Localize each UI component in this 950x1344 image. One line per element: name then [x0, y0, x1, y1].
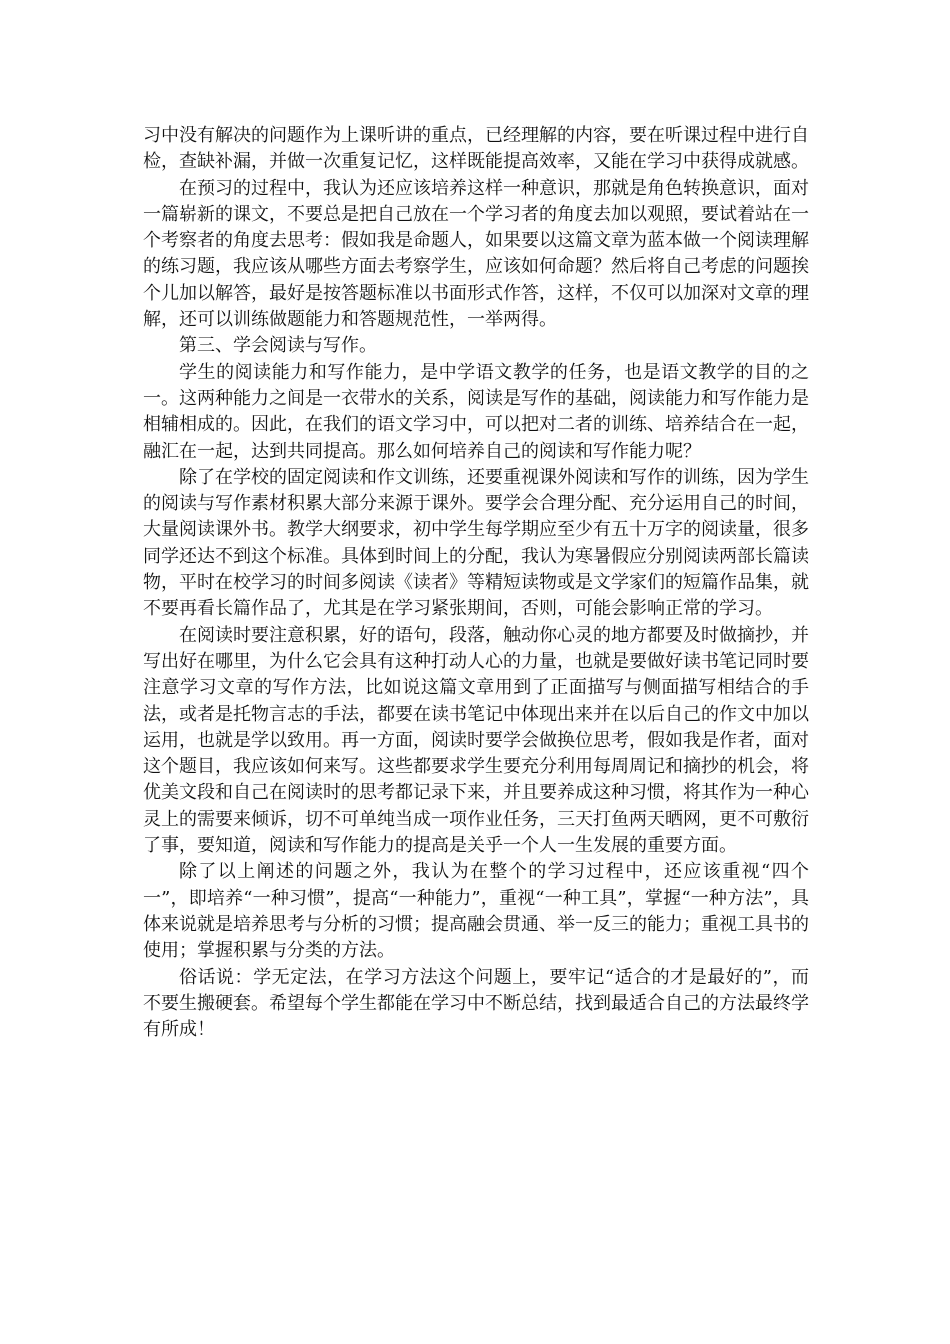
paragraph: 除了在学校的固定阅读和作文训练，还要重视课外阅读和写作的训练，因为学生的阅读与写作素材积累大部分来源于课外。要学会合理分配、充分运用自己的时间，大量阅读课外书。教学大纲要求，初中学生每学期应至少有五十万字的阅读量，很多同学还达不到这个标准。具体到时间上的分配，我认为寒暑假应分别阅读两部长篇读物，平时在校学习的时间多阅读《读者》等精短读物或是文学家们的短篇作品集，就不要再看长篇作品了，尤其是在学习紧张期间，否则，可能会影响正常的学习。: [143, 466, 809, 620]
paragraph: 学生的阅读能力和写作能力，是中学语文教学的任务，也是语文教学的目的之一。这两种能力之间是一衣带水的关系，阅读是写作的基础，阅读能力和写作能力是相辅相成的。因此，在我们的语文学习中，可以把对二者的训练、培养结合在一起，融汇在一起，达到共同提高。那么如何培养自己的阅读和写作能力呢？: [143, 361, 809, 462]
paragraph: 习中没有解决的问题作为上课听讲的重点，已经理解的内容，要在听课过程中进行自检，查缺补漏，并做一次重复记忆，这样既能提高效率，又能在学习中获得成就感。: [143, 125, 809, 173]
paragraph: 在阅读时要注意积累，好的语句，段落，触动你心灵的地方都要及时做摘抄，并写出好在哪里，为什么它会具有这种打动人心的力量，也就是要做好读书笔记同时要注意学习文章的写作方法，比如说这篇文章用到了正面描写与侧面描写相结合的手法，或者是托物言志的手法，都要在读书笔记中体现出来并在以后自己的作文中加以运用，也就是学以致用。再一方面，阅读时要学会做换位思考，假如我是作者，面对这个题目，我应该如何来写。这些都要求学生要充分利用每周周记和摘抄的机会，将优美文段和自己在阅读时的思考都记录下来，并且要养成这种习惯，将其作为一种心灵上的需要来倾诉，切不可单纯当成一项作业任务，三天打鱼两天晒网，更不可敷衍了事，要知道，阅读和写作能力的提高是关乎一个人一生发展的重要方面。: [143, 624, 809, 857]
paragraph: 俗话说：学无定法，在学习方法这个问题上，要牢记“适合的才是最好的”，而不要生搬硬套。希望每个学生都能在学习中不断总结，找到最适合自己的方法最终学有所成！: [143, 966, 809, 1041]
document-body: [143, 123, 809, 1043]
paragraph: 除了以上阐述的问题之外，我认为在整个的学习过程中，还应该重视“四个一”，即培养“一种习惯”，提高“一种能力”，重视“一种工具”，掌握“一种方法”，具体来说就是培养思考与分析的习惯；提高融会贯通、举一反三的能力；重视工具书的使用；掌握积累与分类的方法。: [143, 861, 809, 962]
section-heading: 第三、学会阅读与写作。: [179, 335, 377, 357]
paragraph: 在预习的过程中，我认为还应该培养这样一种意识，那就是角色转换意识，面对一篇崭新的课文，不要总是把自己放在一个学习者的角度去加以观照，要试着站在一个考察者的角度去思考：假如我是命题人，如果要以这篇文章为蓝本做一个阅读理解的练习题，我应该从哪些方面去考察学生，应该如何命题？然后将自己考虑的问题挨个儿加以解答，最好是按答题标准以书面形式作答，这样，不仅可以加深对文章的理解，还可以训练做题能力和答题规范性，一举两得。: [143, 177, 809, 331]
